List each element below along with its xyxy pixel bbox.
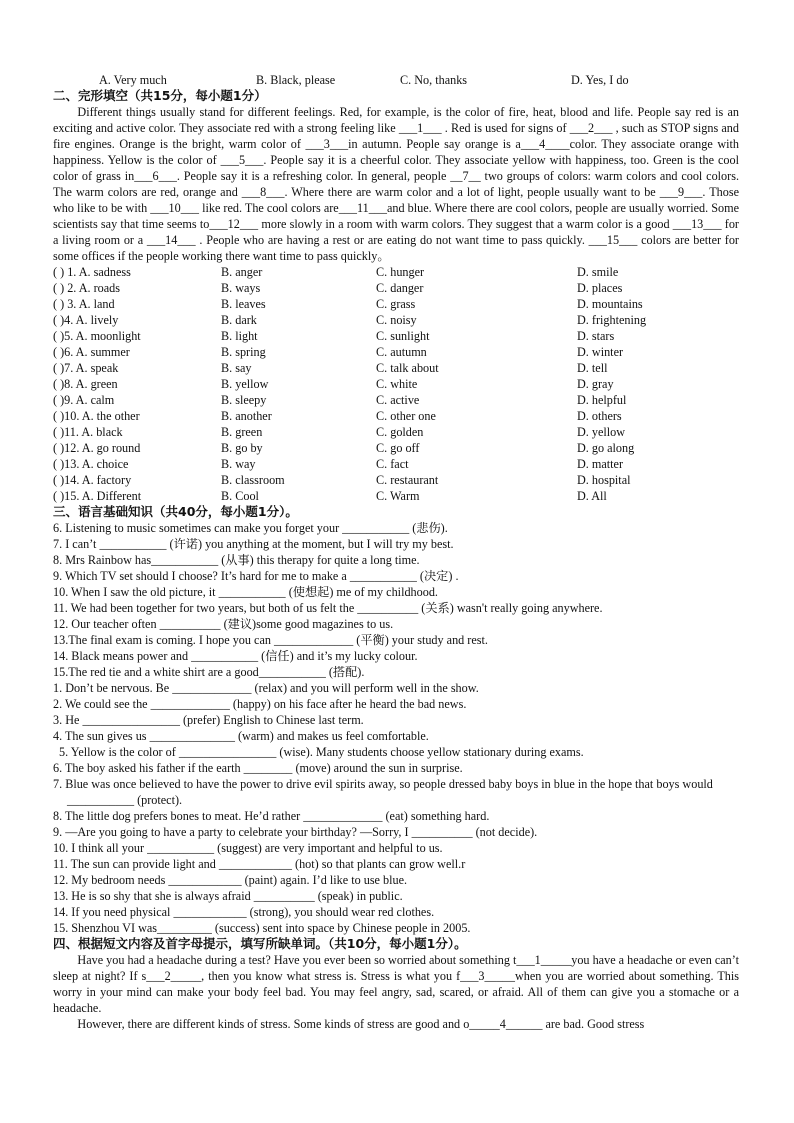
option-b: B. dark <box>221 313 257 327</box>
fill-blank-item: 3. He ________________ (prefer) English to Chinese last term. <box>53 713 364 727</box>
fill-blank-item: 8. Mrs Rainbow has___________ (从事) this therapy for quite a long time. <box>53 553 420 567</box>
cloze-passage: Different things usually stand for different feelings. Red, for example, is the color of fire, heat, blood and life. People say red is an exciting and active color. They associate red with a strong feeling like ___1___ . Red is used for signs of ___2___ , such as STOP signs and fire engines. Orange is the bright, warm color of ___3___in autumn. People say orange is a___4____color. They associate orange with happiness. Yellow is the color of ___5___. People say it is a cheerful color. They associate yellow with happiness, too. Green is the cool color of grass in___6___. People say it is a refreshing color. In general, people __7__ two groups of colors: warm colors and cool colors. The warm colors are red, orange and ___8___. Where there are warm color and a lot of light, people usually want to be ___9___. Those who like to be with ___10___ like red. The cool colors are___11___and blue. Where there are cool colors, people are usually worried. Some scientists say that time seems to___12___ more slowly in a room with warm colors. They suggest that a warm color is a good ___13___ for a living room or a ___14___ . People who are having a rest or are eating do not want time to pass quickly. ___15___ colors are better for some offices if the people working there want time to pass quickly。 <box>53 105 739 263</box>
option-c: C. talk about <box>376 361 439 375</box>
option-b: B. way <box>221 457 256 471</box>
question-number-and-option-a: ( )10. A. the other <box>53 409 140 423</box>
question-number-and-option-a: ( )5. A. moonlight <box>53 329 141 343</box>
option-d: D. Yes, I do <box>571 73 629 87</box>
option-d: D. yellow <box>577 425 626 439</box>
option-b: B. another <box>221 409 272 423</box>
question-row <box>53 392 739 408</box>
option-d: D. tell <box>577 361 608 375</box>
option-b: B. go by <box>221 441 263 455</box>
fill-blank-item: 2. We could see the _____________ (happy) on his face after he heard the bad news. <box>53 697 467 711</box>
option-c: C. golden <box>376 425 424 439</box>
option-b: B. green <box>221 425 263 439</box>
fill-blank-item: 11. We had been together for two years, but both of us felt the __________ (关系) wasn't really going anywhere. <box>53 601 603 615</box>
question-row <box>53 264 739 280</box>
option-d: D. go along <box>577 441 635 455</box>
question-number-and-option-a: ( )6. A. summer <box>53 345 130 359</box>
option-d: D. smile <box>577 265 619 279</box>
fill-blank-item: 12. Our teacher often __________ (建议)some good magazines to us. <box>53 617 394 631</box>
option-c: C. sunlight <box>376 329 430 343</box>
option-b: B. classroom <box>221 473 285 487</box>
option-b: B. sleepy <box>221 393 267 407</box>
option-c: C. restaurant <box>376 473 439 487</box>
option-c: C. hunger <box>376 265 425 279</box>
section-4-title: 四、根据短文内容及首字母提示，填写所缺单词。（共10分，每小题1分）。 <box>53 936 467 951</box>
question-number-and-option-a: ( )8. A. green <box>53 377 118 391</box>
option-d: D. mountains <box>577 297 643 311</box>
option-d: D. places <box>577 281 623 295</box>
question-number-and-option-a: ( )15. A. Different <box>53 489 142 503</box>
option-b: B. ways <box>221 281 261 295</box>
option-c: C. noisy <box>376 313 417 327</box>
option-d: D. others <box>577 409 622 423</box>
option-d: D. winter <box>577 345 624 359</box>
question-row <box>53 472 739 488</box>
question-row <box>53 376 739 392</box>
option-c: C. danger <box>376 281 424 295</box>
fill-blank-item: 13.The final exam is coming. I hope you can _____________ (平衡) your study and rest. <box>53 633 488 647</box>
question-number-and-option-a: ( )7. A. speak <box>53 361 119 375</box>
question-number-and-option-a: ( )13. A. choice <box>53 457 129 471</box>
fill-blank-item: 9. Which TV set should I choose? It’s hard for me to make a ___________ (决定) . <box>53 569 459 583</box>
question-number-and-option-a: ( )14. A. factory <box>53 473 132 487</box>
question-row <box>53 456 739 472</box>
fill-blank-list <box>53 520 739 936</box>
reading-paragraph-1: Have you had a headache during a test? Have you ever been so worried about something t___1_____you have a headache or even can’t sleep at night? If s___2_____, then you know what stress is. Stress is what you f___3_____when you are worried about something. This worry in your mind can make your body feel bad. You may feel angry, sad, scared, or afraid. All of them can give you a stomache or a headache. <box>53 953 739 1015</box>
option-b: B. yellow <box>221 377 269 391</box>
option-b: B. leaves <box>221 297 266 311</box>
option-b: B. Black, please <box>256 73 336 87</box>
option-c: C. Warm <box>376 489 420 503</box>
question-number-and-option-a: ( )4. A. lively <box>53 313 119 327</box>
question-row <box>53 312 739 328</box>
fill-blank-item: 10. When I saw the old picture, it ___________ (使想起) me of my childhood. <box>53 585 438 599</box>
fill-blank-item: 6. The boy asked his father if the earth ________ (move) around the sun in surprise. <box>53 761 463 775</box>
fill-blank-item: 14. If you need physical ____________ (strong), you should wear red clothes. <box>53 905 435 919</box>
option-d: D. All <box>577 489 607 503</box>
option-d: D. helpful <box>577 393 627 407</box>
question-row <box>53 296 739 312</box>
option-d: D. matter <box>577 457 624 471</box>
option-c: C. fact <box>376 457 409 471</box>
fill-blank-item: 4. The sun gives us ______________ (warm) and makes us feel comfortable. <box>53 729 429 743</box>
option-c: C. white <box>376 377 418 391</box>
question-row <box>53 488 739 504</box>
option-b: B. light <box>221 329 258 343</box>
option-c: C. No, thanks <box>400 73 468 87</box>
option-b: B. anger <box>221 265 263 279</box>
option-b: B. Cool <box>221 489 259 503</box>
fill-blank-item: 5. Yellow is the color of ________________ (wise). Many students choose yellow stationary during exams. <box>59 745 584 759</box>
fill-blank-item: 14. Black means power and ___________ (信任) and it’s my lucky colour. <box>53 649 418 663</box>
option-a: A. Very much <box>99 73 167 87</box>
question-row <box>53 424 739 440</box>
section-3-title: 三、语言基础知识（共40分，每小题1分）。 <box>53 504 298 519</box>
question-number-and-option-a: ( )9. A. calm <box>53 393 115 407</box>
fill-blank-item: 13. He is so shy that she is always afraid __________ (speak) in public. <box>53 889 403 903</box>
fill-blank-item: 1. Don’t be nervous. Be _____________ (relax) and you will perform well in the show. <box>53 681 479 695</box>
option-d: D. frightening <box>577 313 647 327</box>
option-c: C. go off <box>376 441 420 455</box>
fill-blank-item: 7. I can’t ___________ (许诺) you anything at the moment, but I will try my best. <box>53 537 454 551</box>
question-row <box>53 328 739 344</box>
fill-blank-item: 11. The sun can provide light and ____________ (hot) so that plants can grow well.r <box>53 857 466 871</box>
fill-blank-item: 12. My bedroom needs ____________ (paint) again. I’d like to use blue. <box>53 873 408 887</box>
question-number-and-option-a: ( ) 1. A. sadness <box>53 265 131 279</box>
cloze-question-list <box>53 264 739 504</box>
reading-paragraph-2: However, there are different kinds of stress. Some kinds of stress are good and o_____4______ are bad. Good stress <box>77 1017 645 1031</box>
option-d: D. hospital <box>577 473 631 487</box>
option-c: C. active <box>376 393 420 407</box>
option-c: C. other one <box>376 409 436 423</box>
option-d: D. gray <box>577 377 614 391</box>
fill-blank-item: 15. Shenzhou VI was_________ (success) sent into space by Chinese people in 2005. <box>53 921 471 935</box>
fill-blank-item: 9. —Are you going to have a party to celebrate your birthday? —Sorry, I __________ (not decide). <box>53 825 538 839</box>
fill-blank-item: 8. The little dog prefers bones to meat. He’d rather _____________ (eat) something hard. <box>53 809 490 823</box>
option-c: C. autumn <box>376 345 427 359</box>
fill-blank-item: 7. Blue was once believed to have the power to drive evil spirits away, so people dressed baby boys in blue in the hope that boys would ___________ (protect). <box>53 777 713 807</box>
option-c: C. grass <box>376 297 416 311</box>
question-number-and-option-a: ( ) 3. A. land <box>53 297 115 311</box>
fill-blank-item: 10. I think all your ___________ (suggest) are very important and helpful to us. <box>53 841 443 855</box>
question-row <box>53 280 739 296</box>
section-2-title: 二、完形填空（共15分，每小题1分） <box>53 88 267 103</box>
question-row <box>53 360 739 376</box>
question-row <box>53 344 739 360</box>
question-row <box>53 408 739 424</box>
question-row <box>53 440 739 456</box>
option-d: D. stars <box>577 329 615 343</box>
question-number-and-option-a: ( )12. A. go round <box>53 441 141 455</box>
fill-blank-item: 6. Listening to music sometimes can make you forget your ___________ (悲伤). <box>53 521 448 535</box>
question-number-and-option-a: ( )11. A. black <box>53 425 123 439</box>
worksheet-page <box>53 72 739 1032</box>
option-b: B. spring <box>221 345 266 359</box>
option-b: B. say <box>221 361 252 375</box>
previous-question-options <box>53 72 739 88</box>
question-number-and-option-a: ( ) 2. A. roads <box>53 281 121 295</box>
fill-blank-item: 15.The red tie and a white shirt are a good___________ (搭配). <box>53 665 365 679</box>
